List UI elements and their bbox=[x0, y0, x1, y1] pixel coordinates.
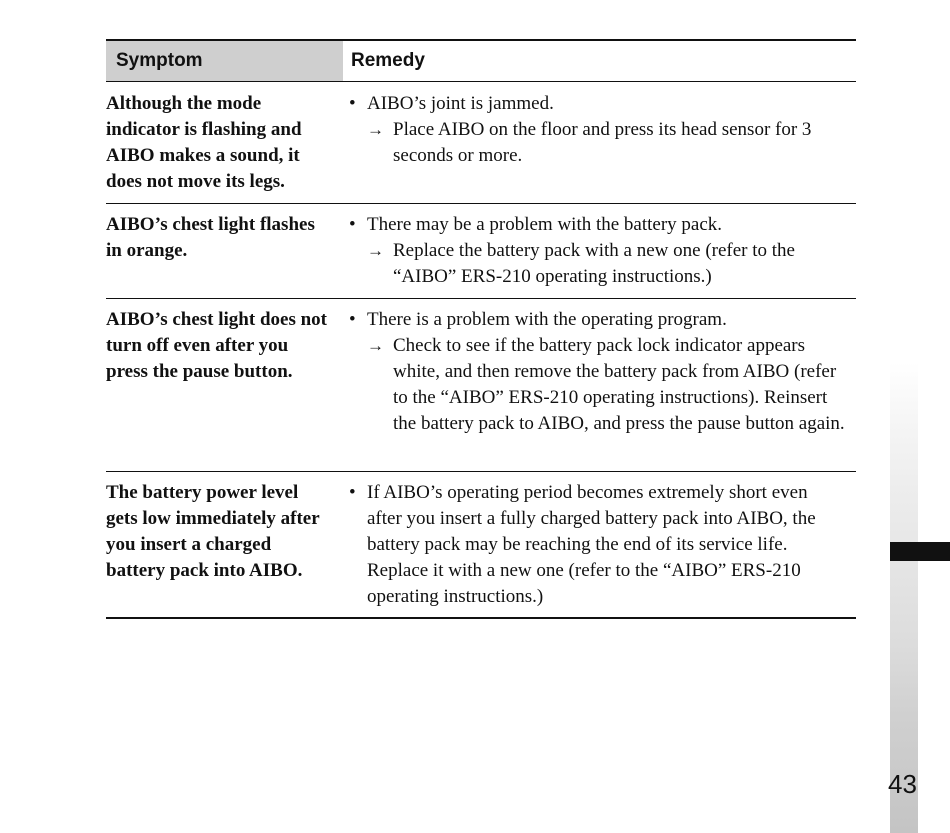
arrow-icon: → bbox=[367, 336, 384, 355]
remedy-action bbox=[349, 117, 846, 169]
remedy-column-header: Remedy bbox=[351, 50, 425, 71]
side-gradient-strip bbox=[890, 362, 918, 833]
table-row bbox=[106, 299, 856, 472]
remedy-cell bbox=[349, 480, 856, 617]
page-number: 43 bbox=[888, 769, 917, 799]
symptom-column-header: Symptom bbox=[106, 41, 343, 81]
remedy-bullet-text: There is a problem with the operating program. bbox=[367, 309, 727, 330]
remedy-bullet-text: There may be a problem with the battery pack. bbox=[367, 214, 723, 235]
symptom-cell: The battery power level gets low immediately after you insert a charged battery pack into AIBO. bbox=[106, 482, 320, 581]
troubleshooting-table bbox=[106, 39, 856, 619]
remedy-action bbox=[349, 238, 846, 290]
arrow-icon: → bbox=[367, 120, 384, 139]
bullet-glyph: • bbox=[349, 93, 356, 114]
table-row bbox=[106, 82, 856, 204]
remedy-bullet bbox=[349, 480, 846, 610]
remedy-cell bbox=[349, 307, 856, 471]
symptom-cell: Although the mode indicator is flashing and AIBO makes a sound, it does not move its legs. bbox=[106, 93, 302, 192]
table-row bbox=[106, 204, 856, 299]
bullet-glyph: • bbox=[349, 309, 356, 330]
symptom-cell: AIBO’s chest light does not turn off even after you press the pause button. bbox=[106, 309, 327, 382]
remedy-cell bbox=[349, 91, 856, 203]
remedy-bullet bbox=[349, 307, 846, 333]
remedy-action-text: Replace the battery pack with a new one (refer to the “AIBO” ERS-210 operating instructions.) bbox=[393, 240, 795, 287]
remedy-bullet-text: AIBO’s joint is jammed. bbox=[367, 93, 554, 114]
remedy-action-text: Check to see if the battery pack lock indicator appears white, and then remove the battery pack from AIBO (refer to the “AIBO” ERS-210 operating instructions). Reinsert the battery pack to AIBO, and press the pause button again. bbox=[393, 335, 845, 434]
section-tab-marker bbox=[890, 542, 950, 561]
table-header bbox=[106, 41, 856, 82]
remedy-action bbox=[349, 333, 846, 437]
remedy-action-text: Place AIBO on the floor and press its head sensor for 3 seconds or more. bbox=[393, 119, 812, 166]
remedy-bullet-text: If AIBO’s operating period becomes extremely short even after you insert a fully charged battery pack into AIBO, the battery pack may be reaching the end of its service life. Replace it with a new one (refer to the “AIBO” ERS-210 operating instructions.) bbox=[367, 482, 816, 607]
bullet-glyph: • bbox=[349, 214, 356, 235]
remedy-cell bbox=[349, 212, 856, 298]
table-row bbox=[106, 472, 856, 619]
arrow-icon: → bbox=[367, 241, 384, 260]
remedy-bullet bbox=[349, 212, 846, 238]
remedy-bullet bbox=[349, 91, 846, 117]
bullet-glyph: • bbox=[349, 482, 356, 503]
symptom-cell: AIBO’s chest light flashes in orange. bbox=[106, 214, 315, 261]
